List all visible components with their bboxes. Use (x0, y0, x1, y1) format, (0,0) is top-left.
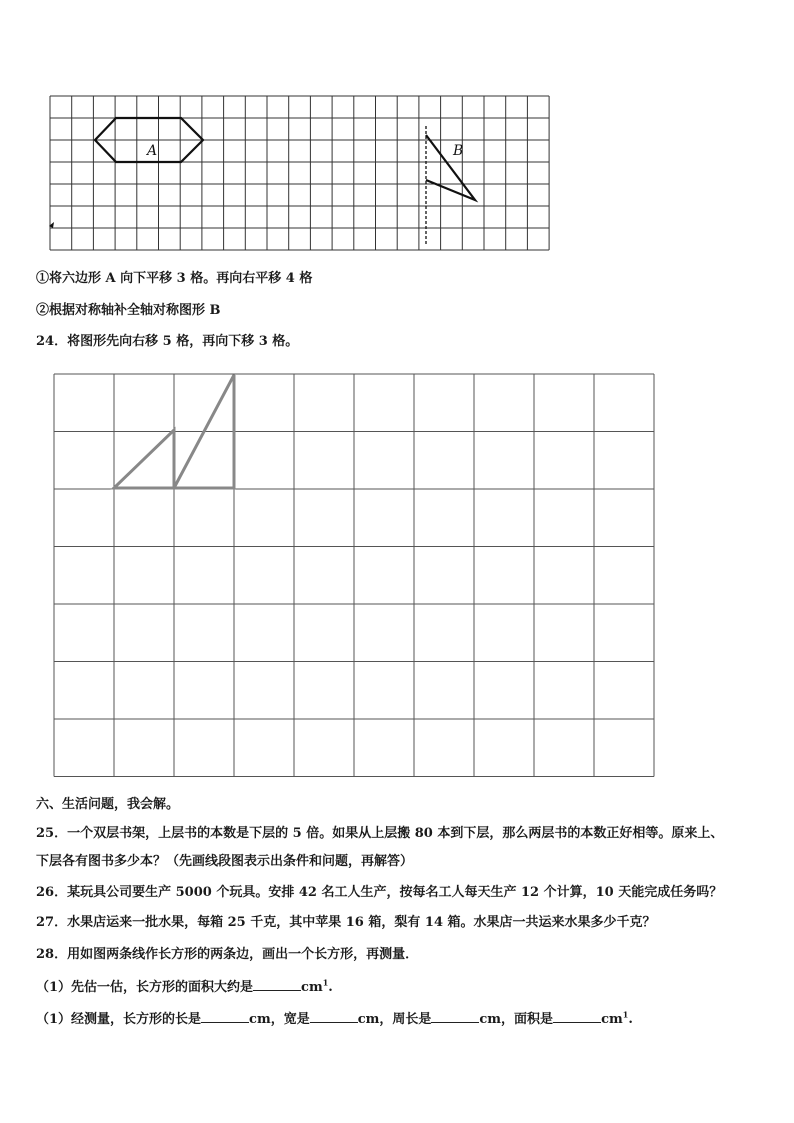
q28-text: 28．用如图两条线作长方形的两条边，画出一个长方形，再测量． (36, 947, 419, 962)
q28-1-sup: 1 (322, 977, 329, 988)
label-a: A (147, 143, 158, 159)
q23-instruction-1: ①将六边形 A 向下平移 3 格。再向右平移 4 格 (36, 271, 313, 286)
q28-part-2 (36, 1010, 633, 1029)
label-b: B (453, 143, 464, 159)
q25-line-1: 25．一个双层书架，上层书的本数是下层的 5 倍。如果从上层搬 80 本到下层，那么两层书的本数正好相等。原来上、 (36, 826, 724, 841)
grid-lines-2 (54, 374, 654, 777)
grid-figure-2 (50, 370, 662, 784)
answer-blank-width[interactable] (310, 1010, 358, 1023)
q28-2-text: （1）经测量，长方形的长是 (36, 1012, 202, 1027)
answer-blank-area[interactable] (553, 1010, 601, 1023)
section-6-heading: 六、生活问题，我会解。 (36, 797, 180, 812)
q28-2-unit-3: cm，面积是 (479, 1012, 554, 1027)
q23-instruction-2: ②根据对称轴补全轴对称图形 B (36, 303, 221, 318)
q26-text: 26．某玩具公司要生产 5000 个玩具。安排 42 名工人生产，按每名工人每天生产 12 个计算，10 天能完成任务吗？ (36, 885, 723, 900)
q28-part-1 (36, 978, 333, 997)
q28-1-text: （1）先估一估，长方形的面积大约是 (36, 980, 254, 995)
q28-1-unit: cm (301, 980, 323, 995)
grid-figure-1 (40, 86, 560, 252)
q28-1-end: . (328, 980, 333, 995)
answer-blank-length[interactable] (201, 1010, 249, 1023)
q24-title: 24．将图形先向右移 5 格，再向下移 3 格。 (36, 334, 299, 349)
half-triangle-b (426, 135, 475, 200)
answer-blank-perimeter[interactable] (431, 1010, 479, 1023)
q28-2-unit-4: cm (601, 1012, 623, 1027)
answer-blank-area-estimate[interactable] (253, 978, 301, 991)
q28-2-unit-1: cm，宽是 (249, 1012, 310, 1027)
q25-line-2: 下层各有图书多少本？（先画线段图表示出条件和问题，再解答） (36, 854, 414, 869)
q28-2-end: . (628, 1012, 633, 1027)
q28-2-unit-2: cm，周长是 (357, 1012, 432, 1027)
small-triangle (114, 430, 174, 488)
q28-2-sup: 1 (622, 1009, 629, 1020)
q27-text: 27．水果店运来一批水果，每箱 25 千克，其中苹果 16 箱，梨有 14 箱。水果店一共运来水果多少千克？ (36, 915, 656, 930)
